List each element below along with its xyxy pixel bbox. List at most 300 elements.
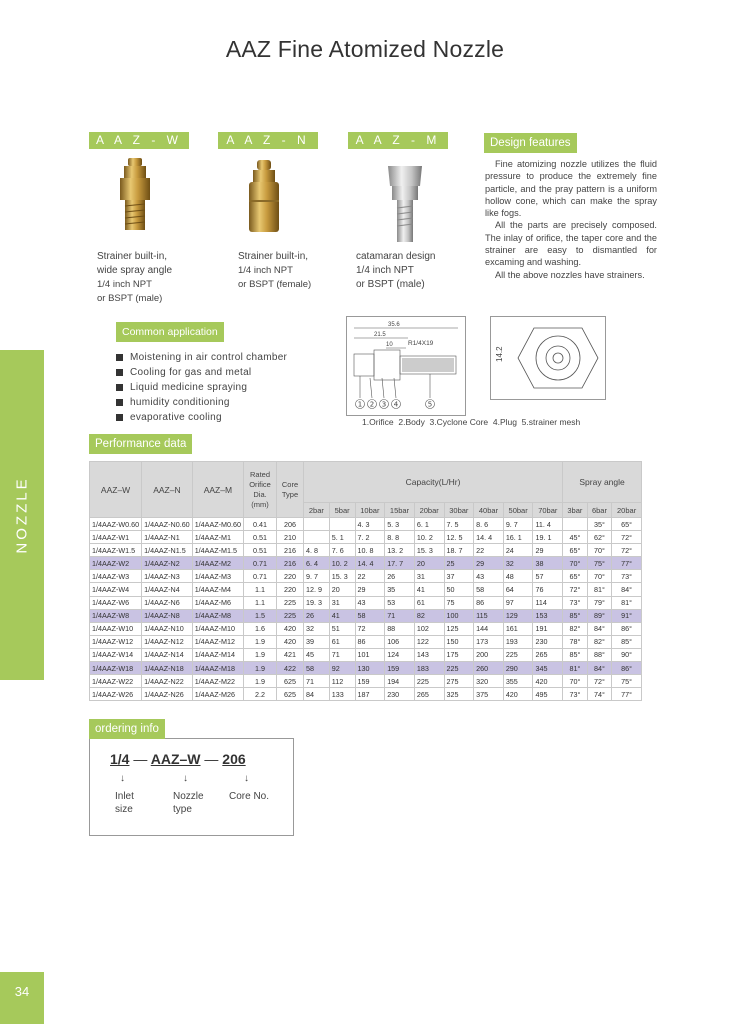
table-cell-capacity: 86	[355, 635, 385, 648]
table-cell-angle: 73°	[563, 688, 588, 701]
performance-table-body	[90, 518, 642, 701]
table-cell-capacity: 58	[474, 583, 504, 596]
caption-line: catamaran design	[356, 251, 436, 262]
table-cell-capacity: 39	[304, 635, 330, 648]
table-cell-capacity: 114	[533, 596, 563, 609]
nozzle-w-image	[110, 158, 160, 238]
table-cell-m: 1/4AAZ-M4	[192, 583, 243, 596]
table-row	[90, 557, 642, 570]
table-cell-w: 1/4AAZ-W1.5	[90, 544, 142, 557]
caption-line: or BSPT (female)	[238, 279, 312, 290]
table-cell-capacity: 495	[533, 688, 563, 701]
table-cell-capacity: 150	[444, 635, 474, 648]
table-cell-angle: 73°	[612, 570, 642, 583]
table-row	[90, 531, 642, 544]
table-cell-angle: 86°	[612, 662, 642, 675]
page-number: 34	[14, 984, 30, 999]
pressure-header: 5bar	[329, 503, 355, 518]
table-cell-capacity	[304, 518, 330, 531]
table-cell-angle: 72°	[563, 583, 588, 596]
table-cell-m: 1/4AAZ-M3	[192, 570, 243, 583]
caption-line: 1/4 inch NPT	[97, 279, 152, 290]
table-cell-capacity: 9. 7	[503, 518, 533, 531]
table-cell-angle: 82°	[587, 635, 612, 648]
list-item: evaporative cooling	[116, 410, 287, 425]
table-row	[90, 648, 642, 661]
table-cell-capacity: 45	[304, 648, 330, 661]
table-cell-angle: 65°	[612, 518, 642, 531]
table-cell-capacity: 86	[474, 596, 504, 609]
table-cell-angle: 79°	[587, 596, 612, 609]
table-cell-capacity: 32	[304, 622, 330, 635]
table-cell-capacity: 112	[329, 675, 355, 688]
table-cell-capacity: 88	[385, 622, 415, 635]
table-cell-capacity: 345	[533, 662, 563, 675]
table-cell-angle: 35°	[587, 518, 612, 531]
table-cell-capacity: 22	[355, 570, 385, 583]
table-cell-capacity: 159	[385, 662, 415, 675]
table-cell-angle: 65°	[563, 570, 588, 583]
table-cell-angle: 73°	[563, 596, 588, 609]
dim-orifice: 10	[386, 342, 393, 348]
table-cell-capacity: 191	[533, 622, 563, 635]
col-header-orifice: Rated Orifice Dia. (mm)	[244, 462, 277, 518]
table-cell-m: 1/4AAZ-M26	[192, 688, 243, 701]
part-number: 1	[357, 400, 363, 409]
table-cell-angle: 81°	[563, 662, 588, 675]
angle-pressure-header: 6bar	[587, 503, 612, 518]
dim-hex: 14.2	[495, 346, 504, 362]
table-cell-angle	[563, 518, 588, 531]
table-cell-capacity: 37	[444, 570, 474, 583]
table-cell-capacity: 115	[474, 609, 504, 622]
table-cell-capacity: 159	[355, 675, 385, 688]
table-row	[90, 570, 642, 583]
table-cell-core: 422	[277, 662, 304, 675]
col-header-m: AAZ–M	[192, 462, 243, 518]
caption-line: Strainer built-in,	[97, 251, 168, 262]
table-cell-capacity: 10. 2	[414, 531, 444, 544]
table-cell-capacity: 14. 4	[474, 531, 504, 544]
table-cell-capacity: 225	[444, 662, 474, 675]
table-cell-capacity: 6. 4	[304, 557, 330, 570]
nozzle-end-view-drawing	[490, 316, 606, 400]
table-cell-m: 1/4AAZ-M8	[192, 609, 243, 622]
table-cell-w: 1/4AAZ-W10	[90, 622, 142, 635]
table-cell-capacity: 97	[503, 596, 533, 609]
table-row	[90, 688, 642, 701]
col-header-n: AAZ–N	[142, 462, 193, 518]
performance-table	[89, 461, 642, 701]
application-list	[116, 350, 287, 425]
table-cell-capacity: 225	[503, 648, 533, 661]
table-cell-d: 1.5	[244, 609, 277, 622]
table-cell-angle: 72°	[587, 675, 612, 688]
table-cell-n: 1/4AAZ-N14	[142, 648, 193, 661]
table-cell-m: 1/4AAZ-M2	[192, 557, 243, 570]
col-header-w: AAZ–W	[90, 462, 142, 518]
table-cell-n: 1/4AAZ-N8	[142, 609, 193, 622]
table-cell-core: 206	[277, 518, 304, 531]
table-cell-capacity: 161	[503, 622, 533, 635]
table-cell-angle: 70°	[563, 675, 588, 688]
table-cell-capacity: 43	[474, 570, 504, 583]
angle-pressure-header: 3bar	[563, 503, 588, 518]
table-cell-capacity: 355	[503, 675, 533, 688]
table-cell-core: 220	[277, 583, 304, 596]
table-cell-capacity: 13. 2	[385, 544, 415, 557]
table-cell-capacity: 143	[414, 648, 444, 661]
product-caption-n	[238, 250, 311, 292]
table-cell-capacity: 122	[414, 635, 444, 648]
table-cell-capacity: 18. 7	[444, 544, 474, 557]
table-cell-capacity: 32	[503, 557, 533, 570]
table-row	[90, 662, 642, 675]
table-cell-n: 1/4AAZ-N18	[142, 662, 193, 675]
table-cell-d: 0.51	[244, 531, 277, 544]
table-cell-capacity: 17. 7	[385, 557, 415, 570]
table-cell-n: 1/4AAZ-N10	[142, 622, 193, 635]
table-cell-capacity: 19. 3	[304, 596, 330, 609]
table-cell-angle: 70°	[563, 557, 588, 570]
table-cell-d: 0.41	[244, 518, 277, 531]
product-label-w: A A Z - W	[89, 132, 189, 149]
caption-line: or BSPT (male)	[356, 279, 425, 290]
pressure-header: 2bar	[304, 503, 330, 518]
pressure-header: 20bar	[414, 503, 444, 518]
table-cell-angle: 72°	[612, 544, 642, 557]
table-cell-angle: 91°	[612, 609, 642, 622]
table-cell-capacity: 10. 2	[329, 557, 355, 570]
table-cell-m: 1/4AAZ-M14	[192, 648, 243, 661]
caption-line: 1/4 inch NPT	[356, 265, 414, 276]
table-cell-core: 625	[277, 688, 304, 701]
table-cell-angle: 81°	[587, 583, 612, 596]
table-row	[90, 596, 642, 609]
table-cell-capacity: 153	[533, 609, 563, 622]
table-cell-capacity: 64	[503, 583, 533, 596]
table-cell-core: 216	[277, 544, 304, 557]
table-cell-w: 1/4AAZ-W6	[90, 596, 142, 609]
table-cell-angle: 88°	[587, 648, 612, 661]
table-cell-capacity: 106	[385, 635, 415, 648]
table-cell-capacity: 26	[385, 570, 415, 583]
table-cell-capacity: 26	[304, 609, 330, 622]
table-cell-d: 0.71	[244, 570, 277, 583]
table-cell-angle: 82°	[563, 622, 588, 635]
table-cell-capacity: 43	[355, 596, 385, 609]
table-cell-capacity: 6. 1	[414, 518, 444, 531]
arrow-down-icon: ↓	[120, 773, 125, 784]
table-cell-capacity: 260	[474, 662, 504, 675]
table-row	[90, 518, 642, 531]
order-label-line: Inlet	[115, 791, 134, 802]
order-label-line: Nozzle	[173, 791, 204, 802]
table-cell-capacity: 15. 3	[329, 570, 355, 583]
table-cell-capacity: 265	[533, 648, 563, 661]
arrow-down-icon: ↓	[244, 773, 249, 784]
table-cell-capacity: 41	[329, 609, 355, 622]
table-cell-angle: 84°	[587, 662, 612, 675]
side-label-text: NOZZLE	[13, 476, 31, 554]
table-cell-capacity: 31	[414, 570, 444, 583]
table-cell-capacity: 183	[414, 662, 444, 675]
table-cell-capacity: 4. 8	[304, 544, 330, 557]
table-cell-angle: 84°	[587, 622, 612, 635]
table-row	[90, 675, 642, 688]
table-cell-capacity: 14. 4	[355, 557, 385, 570]
table-cell-capacity: 20	[329, 583, 355, 596]
table-cell-capacity: 57	[533, 570, 563, 583]
table-cell-capacity: 102	[414, 622, 444, 635]
table-cell-n: 1/4AAZ-N3	[142, 570, 193, 583]
table-cell-m: 1/4AAZ-M12	[192, 635, 243, 648]
table-cell-angle: 62°	[587, 531, 612, 544]
part-number: 3	[381, 400, 387, 409]
table-cell-w: 1/4AAZ-W18	[90, 662, 142, 675]
table-cell-capacity: 61	[329, 635, 355, 648]
table-cell-m: 1/4AAZ-M10	[192, 622, 243, 635]
table-cell-capacity: 84	[304, 688, 330, 701]
table-row	[90, 635, 642, 648]
order-code	[110, 751, 246, 767]
table-cell-w: 1/4AAZ-W2	[90, 557, 142, 570]
table-cell-capacity: 50	[444, 583, 474, 596]
table-cell-capacity	[304, 531, 330, 544]
table-cell-capacity: 82	[414, 609, 444, 622]
table-cell-w: 1/4AAZ-W12	[90, 635, 142, 648]
table-cell-capacity: 125	[444, 622, 474, 635]
nozzle-m-image	[380, 160, 430, 246]
table-cell-capacity: 187	[355, 688, 385, 701]
ordering-info-heading: ordering info	[89, 719, 165, 739]
table-cell-d: 1.9	[244, 635, 277, 648]
col-header-capacity: Capacity(L/Hr)	[304, 462, 563, 503]
table-row	[90, 583, 642, 596]
table-cell-core: 625	[277, 675, 304, 688]
table-cell-capacity: 92	[329, 662, 355, 675]
table-cell-core: 225	[277, 609, 304, 622]
dim-thread: R1/4X19	[408, 340, 434, 347]
table-cell-d: 2.2	[244, 688, 277, 701]
table-cell-angle: 65°	[563, 544, 588, 557]
order-code-core: 206	[222, 751, 246, 767]
table-cell-capacity: 144	[474, 622, 504, 635]
table-cell-core: 421	[277, 648, 304, 661]
table-cell-capacity: 20	[414, 557, 444, 570]
table-cell-angle: 84°	[612, 583, 642, 596]
table-cell-capacity: 130	[355, 662, 385, 675]
table-cell-capacity: 265	[414, 688, 444, 701]
table-row	[90, 544, 642, 557]
table-cell-capacity: 100	[444, 609, 474, 622]
caption-line: Strainer built-in,	[238, 251, 309, 262]
list-item: Cooling for gas and metal	[116, 365, 287, 380]
order-label-type	[173, 790, 204, 816]
table-cell-capacity: 375	[474, 688, 504, 701]
table-cell-n: 1/4AAZ-N1	[142, 531, 193, 544]
table-row	[90, 622, 642, 635]
table-cell-angle: 77°	[612, 688, 642, 701]
table-cell-capacity: 58	[355, 609, 385, 622]
table-cell-angle: 75°	[612, 675, 642, 688]
table-cell-capacity: 35	[385, 583, 415, 596]
table-cell-capacity: 71	[304, 675, 330, 688]
table-cell-d: 1.1	[244, 583, 277, 596]
table-cell-capacity: 225	[414, 675, 444, 688]
table-cell-capacity: 16. 1	[503, 531, 533, 544]
table-cell-capacity: 129	[503, 609, 533, 622]
design-features-heading: Design features	[484, 133, 577, 153]
table-cell-core: 216	[277, 557, 304, 570]
caption-line: 1/4 inch NPT	[238, 265, 293, 276]
table-cell-capacity	[329, 518, 355, 531]
table-cell-capacity: 12. 9	[304, 583, 330, 596]
table-cell-d: 1.9	[244, 648, 277, 661]
table-cell-capacity: 5. 1	[329, 531, 355, 544]
nozzle-n-image	[243, 160, 285, 240]
table-cell-capacity: 8. 8	[385, 531, 415, 544]
table-cell-n: 1/4AAZ-N6	[142, 596, 193, 609]
table-cell-w: 1/4AAZ-W3	[90, 570, 142, 583]
table-cell-capacity: 38	[533, 557, 563, 570]
arrow-down-icon: ↓	[183, 773, 188, 784]
table-cell-capacity: 51	[329, 622, 355, 635]
table-cell-capacity: 325	[444, 688, 474, 701]
product-label-m: A A Z - M	[348, 132, 448, 149]
table-cell-capacity: 133	[329, 688, 355, 701]
table-cell-n: 1/4AAZ-N1.5	[142, 544, 193, 557]
table-cell-capacity: 9. 7	[304, 570, 330, 583]
table-cell-core: 210	[277, 531, 304, 544]
part-number: 5	[427, 400, 433, 409]
col-header-spray-angle: Spray angle	[563, 462, 642, 503]
order-label-inlet	[115, 790, 134, 816]
table-cell-capacity: 22	[474, 544, 504, 557]
product-caption-m	[356, 250, 436, 292]
table-cell-capacity: 200	[474, 648, 504, 661]
table-cell-w: 1/4AAZ-W26	[90, 688, 142, 701]
col-header-core: Core Type	[277, 462, 304, 518]
caption-line: or BSPT (male)	[97, 293, 163, 304]
table-cell-m: 1/4AAZ-M6	[192, 596, 243, 609]
list-item: Moistening in air control chamber	[116, 350, 287, 365]
design-features-text	[485, 158, 657, 281]
table-cell-angle: 89°	[587, 609, 612, 622]
design-paragraph: Fine atomizing nozzle utilizes the fluid pressure to produce the extremely fine particle, and the pray pattern is a uniform hollow cone, which can make the spray like fogs.	[485, 159, 657, 219]
table-cell-n: 1/4AAZ-N12	[142, 635, 193, 648]
dim-length: 35.6	[388, 322, 400, 328]
table-cell-angle: 85°	[563, 609, 588, 622]
table-cell-w: 1/4AAZ-W22	[90, 675, 142, 688]
product-caption-w	[97, 250, 172, 306]
table-cell-w: 1/4AAZ-W0.60	[90, 518, 142, 531]
table-cell-capacity: 320	[474, 675, 504, 688]
table-cell-capacity: 71	[329, 648, 355, 661]
table-cell-capacity: 5. 3	[385, 518, 415, 531]
table-cell-d: 1.1	[244, 596, 277, 609]
table-cell-capacity: 31	[329, 596, 355, 609]
table-cell-angle: 77°	[612, 557, 642, 570]
table-cell-angle: 86°	[612, 622, 642, 635]
part-number: 4	[393, 400, 399, 409]
table-cell-m: 1/4AAZ-M1.5	[192, 544, 243, 557]
table-cell-capacity: 15. 3	[414, 544, 444, 557]
list-item: humidity conditioning	[116, 395, 287, 410]
table-cell-capacity: 75	[444, 596, 474, 609]
table-cell-capacity: 290	[503, 662, 533, 675]
table-cell-n: 1/4AAZ-N4	[142, 583, 193, 596]
table-cell-capacity: 53	[385, 596, 415, 609]
table-cell-angle: 70°	[587, 570, 612, 583]
table-cell-capacity: 7. 6	[329, 544, 355, 557]
table-cell-capacity: 173	[474, 635, 504, 648]
nozzle-section-drawing	[346, 316, 466, 416]
order-code-dash: —	[204, 751, 219, 767]
pressure-header: 40bar	[474, 503, 504, 518]
table-cell-angle: 81°	[612, 596, 642, 609]
order-code-dash: —	[133, 751, 148, 767]
angle-pressure-header: 20bar	[612, 503, 642, 518]
pressure-header: 70bar	[533, 503, 563, 518]
table-cell-capacity: 41	[414, 583, 444, 596]
table-cell-capacity: 10. 8	[355, 544, 385, 557]
table-cell-d: 1.9	[244, 675, 277, 688]
caption-line: wide spray angle	[97, 265, 173, 276]
table-cell-capacity: 71	[385, 609, 415, 622]
table-cell-capacity: 7. 2	[355, 531, 385, 544]
table-cell-capacity: 29	[355, 583, 385, 596]
side-section-label	[0, 350, 44, 680]
table-cell-capacity: 230	[385, 688, 415, 701]
table-cell-capacity: 61	[414, 596, 444, 609]
table-cell-capacity: 101	[355, 648, 385, 661]
table-cell-w: 1/4AAZ-W1	[90, 531, 142, 544]
table-cell-capacity: 24	[503, 544, 533, 557]
table-cell-d: 1.9	[244, 662, 277, 675]
design-paragraph: All the parts are precisely composed. The inlay of orifice, the taper core and the strainer are easy to dismantled for excaming and washing.	[485, 220, 657, 268]
table-cell-w: 1/4AAZ-W14	[90, 648, 142, 661]
table-cell-angle: 70°	[587, 544, 612, 557]
table-cell-angle: 75°	[587, 557, 612, 570]
table-cell-n: 1/4AAZ-N2	[142, 557, 193, 570]
table-cell-d: 1.6	[244, 622, 277, 635]
table-cell-d: 0.51	[244, 544, 277, 557]
performance-data-heading: Performance data	[89, 434, 192, 454]
table-cell-core: 420	[277, 635, 304, 648]
table-cell-angle: 85°	[612, 635, 642, 648]
table-cell-n: 1/4AAZ-N26	[142, 688, 193, 701]
list-item: Liquid medicine spraying	[116, 380, 287, 395]
table-cell-capacity: 48	[503, 570, 533, 583]
order-code-type: AAZ–W	[150, 751, 201, 767]
diagram-caption: 1.Orifice 2.Body 3.Cyclone Core 4.Plug 5.strainer mesh	[362, 417, 581, 427]
table-cell-capacity: 12. 5	[444, 531, 474, 544]
pressure-header: 15bar	[385, 503, 415, 518]
pressure-header: 50bar	[503, 503, 533, 518]
table-cell-capacity: 275	[444, 675, 474, 688]
product-label-n: A A Z - N	[218, 132, 318, 149]
table-cell-capacity: 124	[385, 648, 415, 661]
table-cell-w: 1/4AAZ-W8	[90, 609, 142, 622]
table-cell-angle: 72°	[612, 531, 642, 544]
common-application-heading: Common application	[116, 322, 224, 342]
part-number: 2	[369, 400, 375, 409]
table-cell-angle: 78°	[563, 635, 588, 648]
table-cell-angle: 45°	[563, 531, 588, 544]
table-cell-capacity: 29	[533, 544, 563, 557]
table-cell-capacity: 193	[503, 635, 533, 648]
